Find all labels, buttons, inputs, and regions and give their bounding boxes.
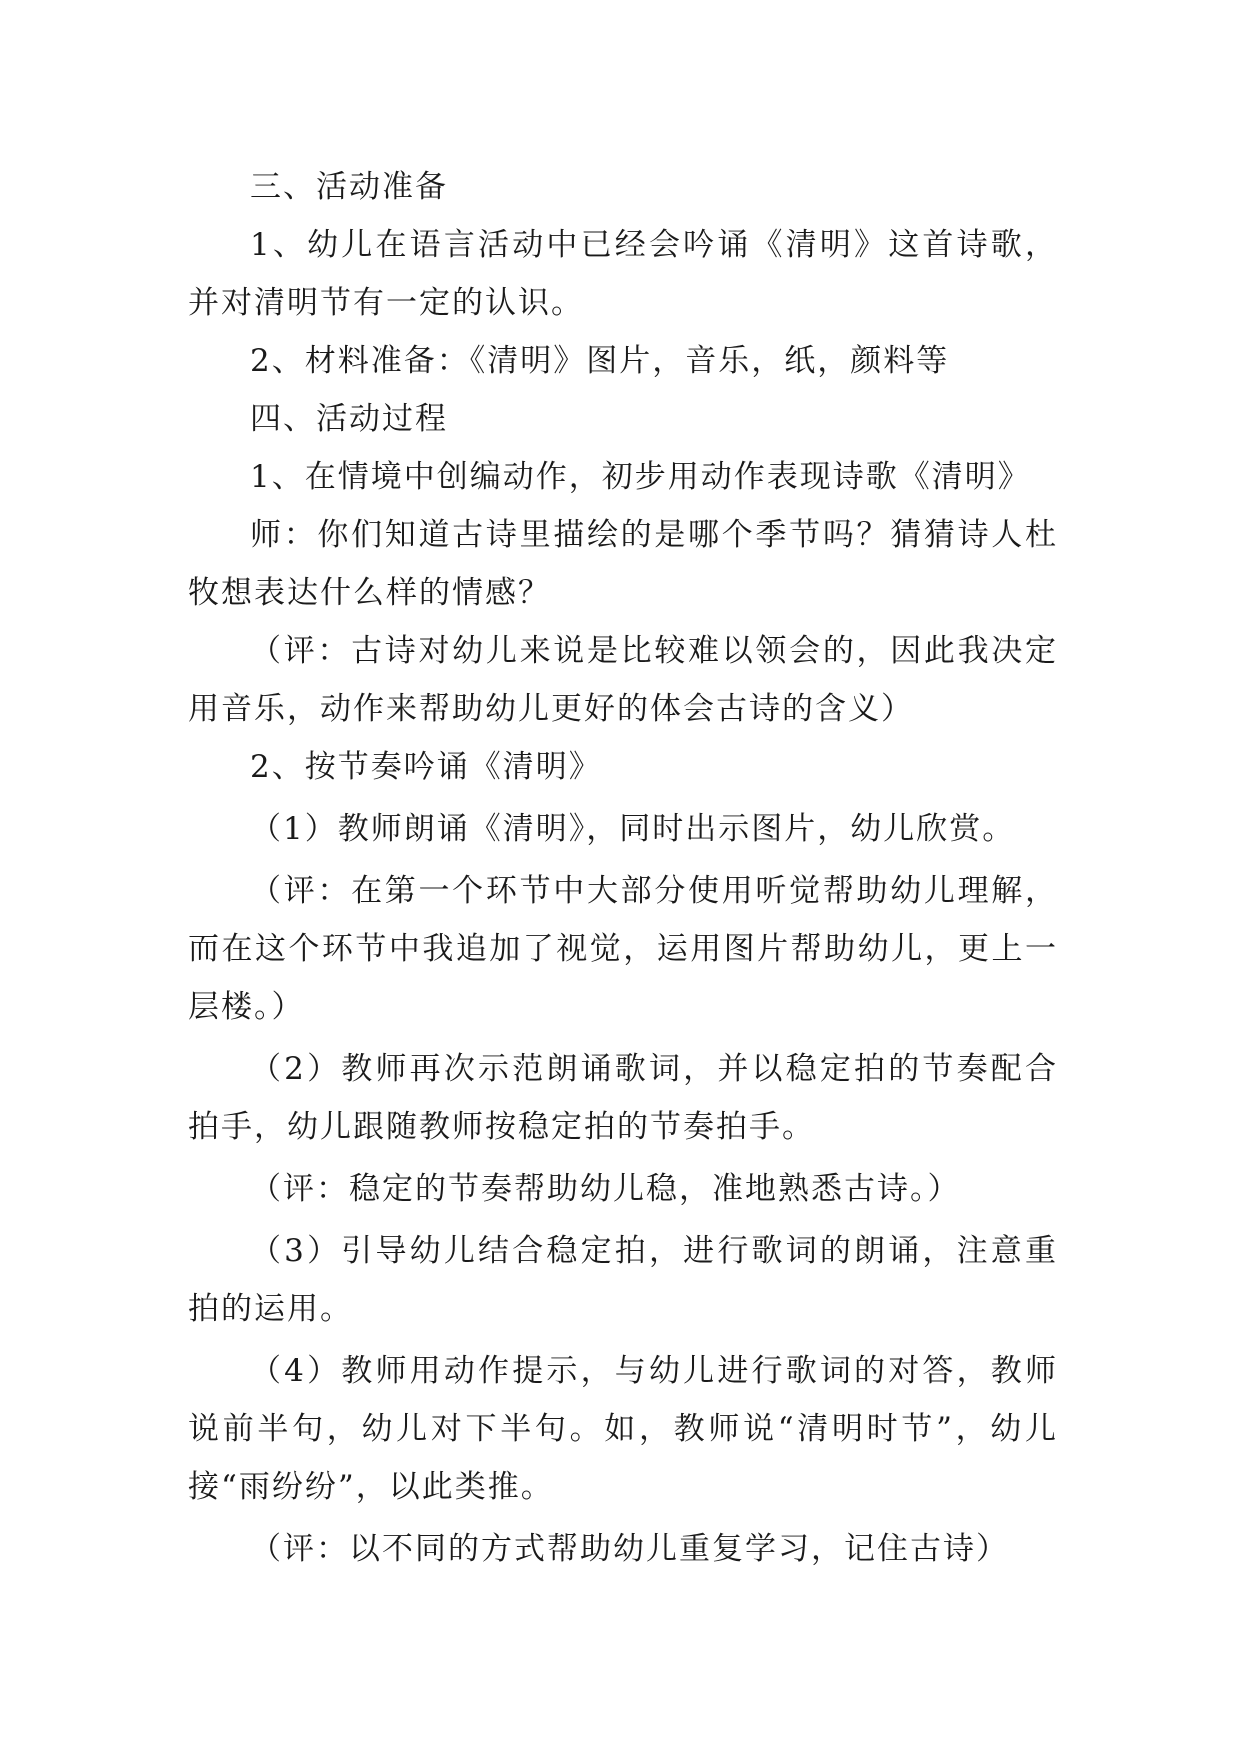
- paragraph-step-4: （4）教师用动作提示，与幼儿进行歌词的对答，教师说前半句，幼儿对下半句。如，教师说“清明时节”，幼儿接“雨纷纷”，以此类推。: [188, 1353, 1058, 1505]
- paragraph-process-2: 2、按节奏吟诵《清明》: [250, 749, 602, 785]
- paragraph-prep-2: 2、材料准备：《清明》图片，音乐，纸，颜料等: [250, 343, 950, 379]
- paragraph-prep-1: 1、幼儿在语言活动中已经会吟诵《清明》这首诗歌，并对清明节有一定的认识。: [188, 227, 1058, 321]
- section-heading-preparation: 三、活动准备: [250, 169, 448, 205]
- document-body: [188, 158, 1058, 1578]
- paragraph-process-1: 1、在情境中创编动作，初步用动作表现诗歌《清明》: [250, 459, 1031, 495]
- section-heading-process: 四、活动过程: [250, 401, 448, 437]
- paragraph-step-2: （2）教师再次示范朗诵歌词，并以稳定拍的节奏配合拍手，幼儿跟随教师按稳定拍的节奏拍手。: [188, 1051, 1058, 1145]
- paragraph-teacher-question: 师：你们知道古诗里描绘的是哪个季节吗？猜猜诗人杜牧想表达什么样的情感？: [188, 517, 1058, 611]
- paragraph-step-3: （3）引导幼儿结合稳定拍，进行歌词的朗诵，注意重拍的运用。: [188, 1233, 1058, 1327]
- paragraph-comment-4: （评：以不同的方式帮助幼儿重复学习，记住古诗）: [250, 1531, 1009, 1567]
- paragraph-comment-3: （评：稳定的节奏帮助幼儿稳，准地熟悉古诗。）: [250, 1171, 961, 1207]
- paragraph-step-1: （1）教师朗诵《清明》，同时出示图片，幼儿欣赏。: [250, 811, 1016, 847]
- paragraph-comment-2: （评：在第一个环节中大部分使用听觉帮助幼儿理解，而在这个环节中我追加了视觉，运用图片帮助幼儿，更上一层楼。）: [188, 873, 1058, 1025]
- paragraph-comment-1: （评：古诗对幼儿来说是比较难以领会的，因此我决定用音乐，动作来帮助幼儿更好的体会古诗的含义）: [188, 633, 1058, 727]
